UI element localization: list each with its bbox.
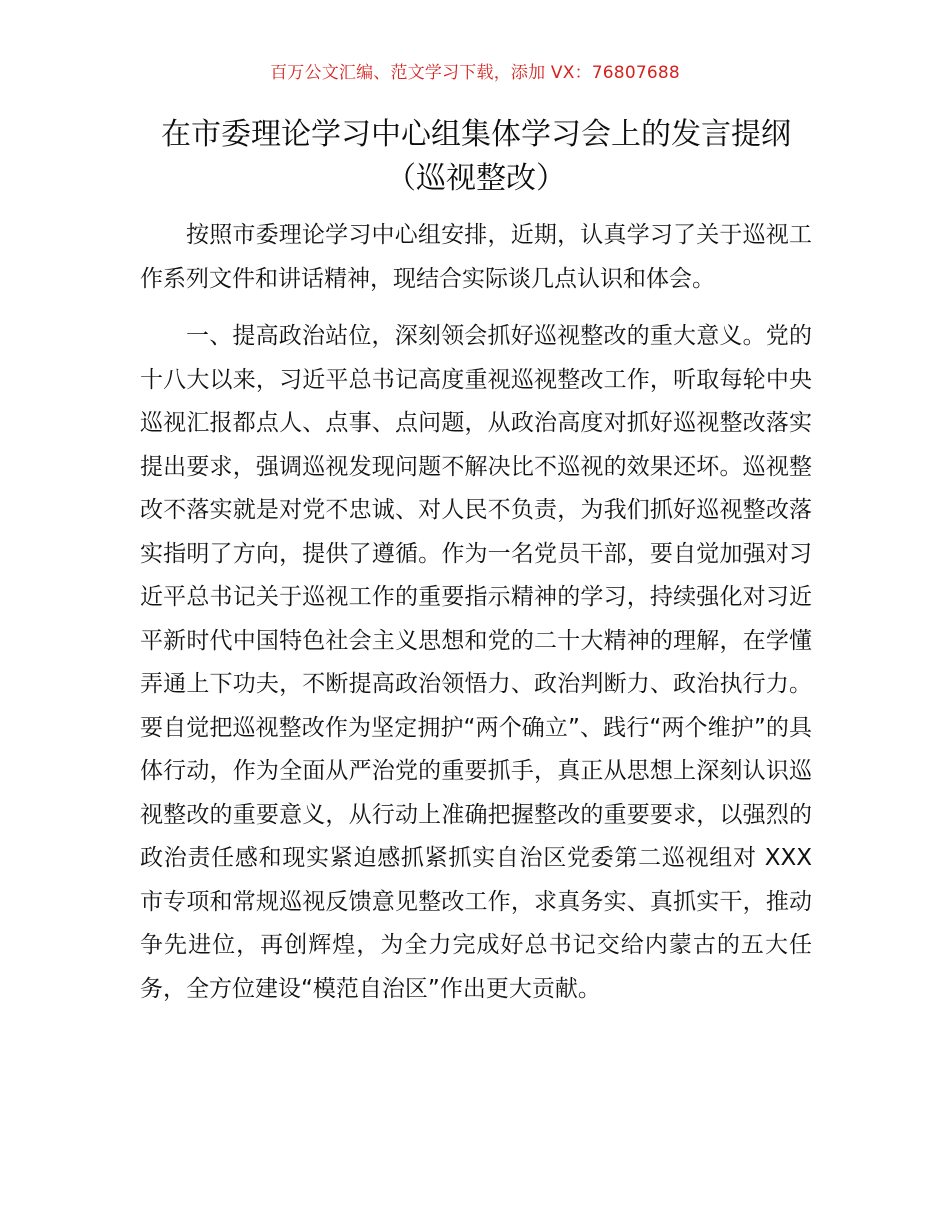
document-body [140,214,812,1011]
header-note: 百万公文汇编、范文学习下载，添加 VX：76807688 [270,63,680,83]
document-title: 在市委理论学习中心组集体学习会上的发言提纲（巡视整改） [161,117,791,196]
paragraph-section-one: 一、提高政治站位，深刻领会抓好巡视整改的重大意义。党的十八大以来，习近平总书记高度重视巡视整改工作，听取每轮中央巡视汇报都点人、点事、点问题，从政治高度对抓好巡视整改落实提出要求，强调巡视发现问题不解决比不巡视的效果还坏。巡视整改不落实就是对党不忠诚、对人民不负责，为我们抓好巡视整改落实指明了方向，提供了遵循。作为一名党员干部，要自觉加强对习近平总书记关于巡视工作的重要指示精神的学习，持续强化对习近平新时代中国特色社会主义思想和党的二十大精神的理解，在学懂弄通上下功夫，不断提高政治领悟力、政治判断力、政治执行力。要自觉把巡视整改作为坚定拥护“两个确立”、践行“两个维护”的具体行动，作为全面从严治党的重要抓手，真正从思想上深刻认识巡视整改的重要意义，从行动上准确把握整改的重要要求，以强烈的政治责任感和现实紧迫感抓紧抓实自治区党委第二巡视组对 XXX 市专项和常规巡视反馈意见整改工作，求真务实、真抓实干，推动争先进位，再创辉煌，为全力完成好总书记交给内蒙古的五大任务，全方位建设“模范自治区”作出更大贡献。 [140,323,812,1002]
paragraph-intro: 按照市委理论学习中心组安排，近期，认真学习了关于巡视工作系列文件和讲话精神，现结合实际谈几点认识和体会。 [140,222,812,292]
